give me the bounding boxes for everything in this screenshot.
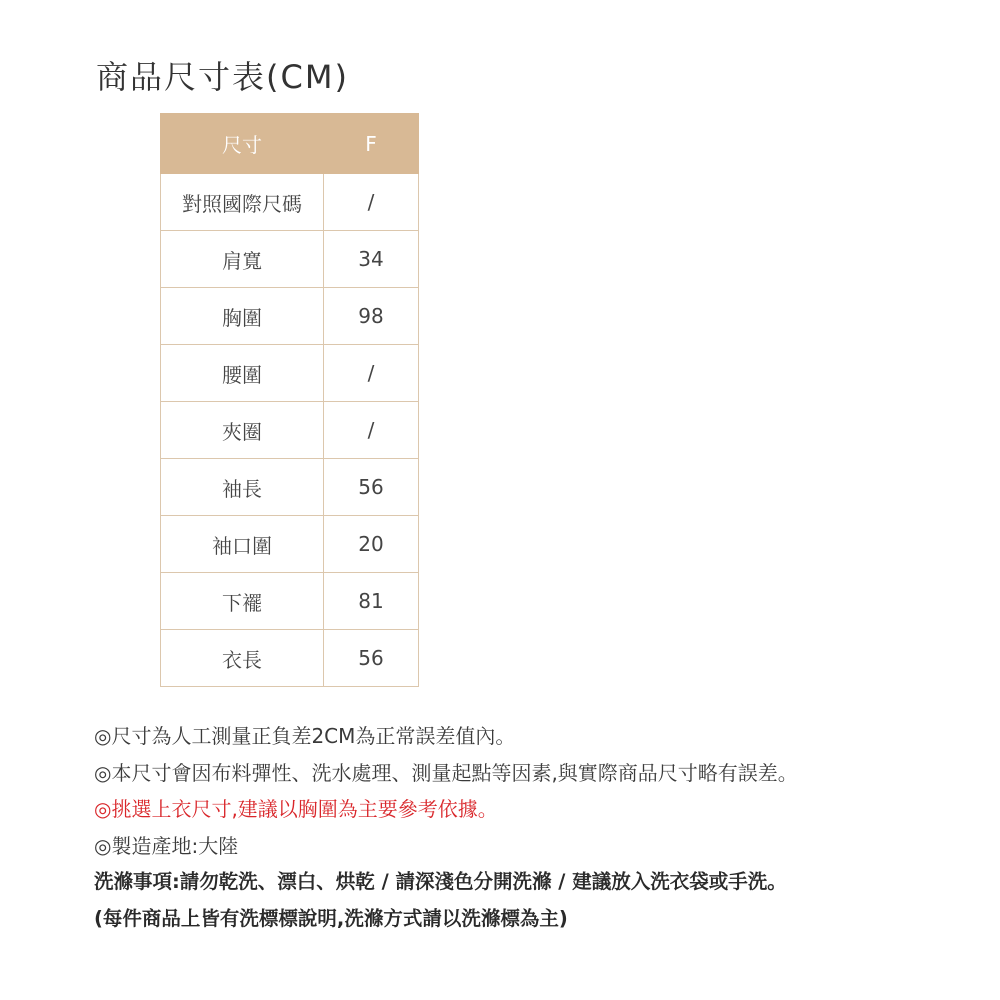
table-row — [161, 345, 419, 402]
notes-section — [94, 718, 984, 937]
table-row — [161, 516, 419, 573]
row-label: 胸圍 — [161, 288, 324, 345]
table-row — [161, 459, 419, 516]
header-size-label: 尺寸 — [161, 114, 324, 174]
size-table — [160, 113, 419, 687]
header-size-f: F — [324, 114, 419, 174]
row-label: 腰圍 — [161, 345, 324, 402]
row-label: 肩寬 — [161, 231, 324, 288]
row-label: 袖長 — [161, 459, 324, 516]
table-row — [161, 573, 419, 630]
row-value: 20 — [324, 516, 419, 573]
table-header-row — [161, 114, 419, 174]
row-value: 56 — [324, 630, 419, 687]
row-label: 袖口圍 — [161, 516, 324, 573]
row-label: 下襬 — [161, 573, 324, 630]
table-row — [161, 231, 419, 288]
row-value: / — [324, 402, 419, 459]
note-size-selection: ◎挑選上衣尺寸,建議以胸圍為主要參考依據。 — [94, 797, 498, 821]
row-label: 對照國際尺碼 — [161, 174, 324, 231]
row-value: / — [324, 345, 419, 402]
row-value: 81 — [324, 573, 419, 630]
table-row — [161, 174, 419, 231]
note-fabric-variance: ◎本尺寸會因布料彈性、洗水處理、測量起點等因素,與實際商品尺寸略有誤差。 — [94, 760, 798, 785]
row-value: 98 — [324, 288, 419, 345]
row-value: 34 — [324, 231, 419, 288]
row-label: 衣長 — [161, 630, 324, 687]
row-value: / — [324, 174, 419, 231]
note-origin: ◎製造產地:大陸 — [94, 833, 239, 858]
table-row — [161, 288, 419, 345]
note-washing-instructions: 洗滌事項:請勿乾洗、漂白、烘乾 / 請深淺色分開洗滌 / 建議放入洗衣袋或手洗。 — [94, 870, 787, 893]
note-washing-label: (每件商品上皆有洗標標說明,洗滌方式請以洗滌標為主) — [94, 906, 568, 930]
table-row — [161, 402, 419, 459]
page-title: 商品尺寸表(CM) — [96, 58, 349, 96]
row-label: 夾圈 — [161, 402, 324, 459]
row-value: 56 — [324, 459, 419, 516]
note-measurement-tolerance: ◎尺寸為人工測量正負差2CM為正常誤差值內。 — [94, 724, 516, 748]
table-row — [161, 630, 419, 687]
